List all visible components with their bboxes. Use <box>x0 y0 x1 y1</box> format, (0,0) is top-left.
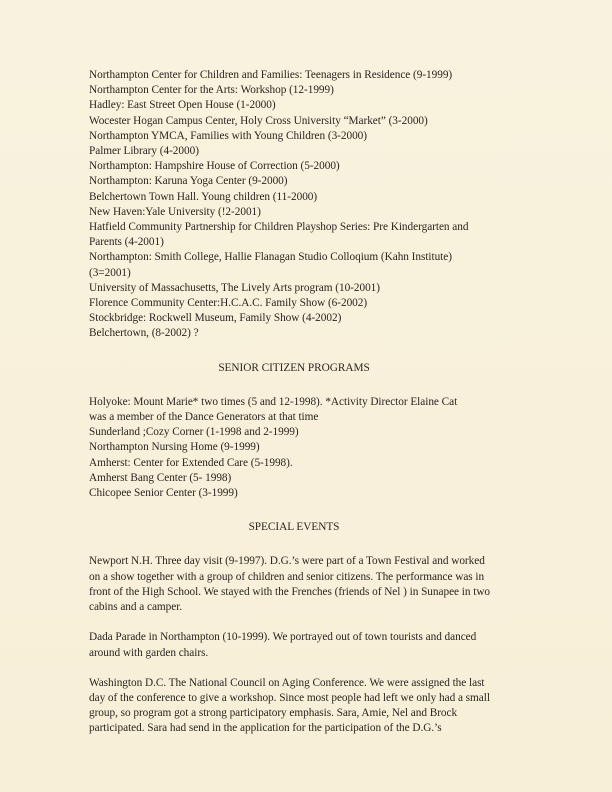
program-list <box>89 68 539 342</box>
senior-program-line: was a member of the Dance Generators at that time <box>89 411 319 424</box>
program-item: Northampton: Smith College, Hallie Flanagan Studio Colloqium (Kahn Institute) <box>89 251 452 264</box>
paragraph-line: Newport N.H. Three day visit (9-1997). D.G.’s were part of a Town Festival and worked <box>89 555 485 568</box>
program-item: Belchertown, (8-2002) ? <box>89 327 199 340</box>
senior-program-list <box>89 395 539 501</box>
paragraph-line: day of the conference to give a workshop. Since most people had left we only had a small <box>89 691 490 704</box>
program-item: Stockbridge: Rockwell Museum, Family Show (4-2002) <box>89 312 342 325</box>
special-event-paragraph <box>89 630 539 660</box>
program-item: New Haven:Yale University (!2-2001) <box>89 205 261 218</box>
senior-program-line: Sunderland ;Cozy Corner (1-1998 and 2-1999) <box>89 426 299 439</box>
paragraph-line: Washington D.C. The National Council on Aging Conference. We were assigned the last <box>89 676 485 689</box>
program-item: Palmer Library (4-2000) <box>89 145 199 158</box>
paragraph-line: cabins and a camper. <box>89 601 183 614</box>
program-item: Florence Community Center:H.C.A.C. Family Show (6-2002) <box>89 297 368 310</box>
paragraph-line: group, so program got a strong participatory emphasis. Sara, Amie, Nel and Brock <box>89 707 458 720</box>
senior-program-line: Amherst: Center for Extended Care (5-1998). <box>89 456 293 469</box>
senior-program-line: Amherst Bang Center (5- 1998) <box>89 471 232 484</box>
special-events-heading: SPECIAL EVENTS <box>248 521 340 534</box>
program-item: Belchertown Town Hall. Young children (11-2000) <box>89 190 318 203</box>
senior-program-line: Northampton Nursing Home (9-1999) <box>89 441 260 454</box>
special-event-paragraph <box>89 554 539 615</box>
special-event-paragraph <box>89 676 539 737</box>
program-item: Northampton Center for the Arts: Workshop (12-1999) <box>89 84 334 97</box>
senior-program-line: Holyoke: Mount Marie* two times (5 and 12-1998). *Activity Director Elaine Cat <box>89 395 458 408</box>
program-item: (3=2001) <box>89 266 131 279</box>
program-item: Northampton Center for Children and Families: Teenagers in Residence (9-1999) <box>89 69 453 81</box>
senior-program-line: Chicopee Senior Center (3-1999) <box>89 487 238 500</box>
document-body <box>89 68 539 737</box>
program-item: Hatfield Community Partnership for Children Playshop Series: Pre Kindergarten and <box>89 221 469 234</box>
program-item: Parents (4-2001) <box>89 236 164 249</box>
senior-programs-heading: SENIOR CITIZEN PROGRAMS <box>218 361 370 374</box>
paragraph-line: on a show together with a group of children and senior citizens. The performance was in <box>89 570 485 583</box>
paragraph-line: front of the High School. We stayed with the Frenches (friends of Nel ) in Sunapee in two <box>89 585 491 598</box>
paragraph-line: around with garden chairs. <box>89 646 209 659</box>
program-item: Northampton: Karuna Yoga Center (9-2000) <box>89 175 288 188</box>
program-item: Northampton YMCA, Families with Young Children (3-2000) <box>89 129 367 142</box>
program-item: University of Massachusetts, The Lively Arts program (10-2001) <box>89 281 380 294</box>
program-item: Hadley: East Street Open House (1-2000) <box>89 99 276 112</box>
program-item: Northampton: Hampshire House of Correction (5-2000) <box>89 160 340 173</box>
paragraph-line: participated. Sara had send in the application for the participation of the D.G.’s <box>89 722 442 735</box>
program-item: Wocester Hogan Campus Center, Holy Cross University “Market” (3-2000) <box>89 114 428 127</box>
paragraph-line: Dada Parade in Northampton (10-1999). We portrayed out of town tourists and danced <box>89 631 477 644</box>
